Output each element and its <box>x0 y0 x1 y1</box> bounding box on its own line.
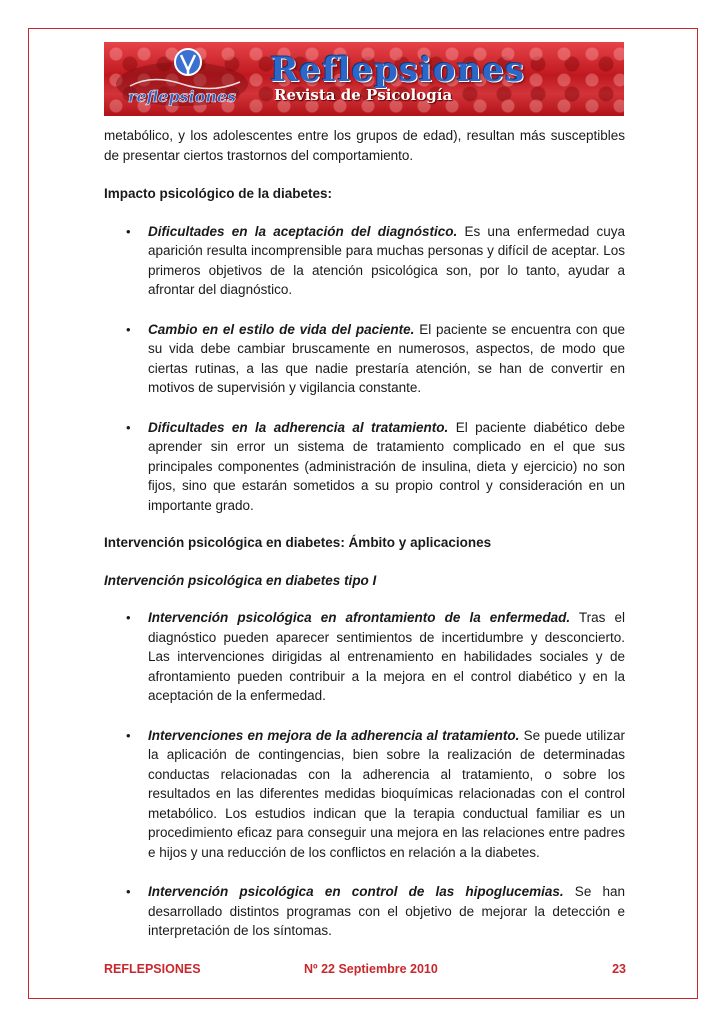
item-lead: Intervención psicológica en control de las hipoglucemias. <box>148 884 564 899</box>
bullet-icon: • <box>126 610 131 625</box>
item-lead: Intervenciones en mejora de la adherencia al tratamiento. <box>148 727 520 743</box>
bullet-icon: • <box>126 884 131 899</box>
item-lead: Intervención psicológica en afrontamiento de la enfermedad. <box>148 610 571 625</box>
list-item <box>104 882 625 941</box>
list-item <box>104 418 625 516</box>
list-item <box>104 320 625 398</box>
footer-journal: REFLEPSIONES <box>104 962 201 976</box>
item-text: Se han desarrollado distintos programas con el objetivo de mejorar la detección e interpretación de los síntomas. <box>148 884 625 938</box>
section-heading-tipo-i: Intervención psicológica en diabetes tipo I <box>104 572 377 588</box>
list-item <box>104 726 625 863</box>
section-heading-impacto: Impacto psicológico de la diabetes: <box>104 186 333 201</box>
list-item <box>104 222 625 300</box>
item-text: El paciente se encuentra con que su vida debe cambiar bruscamente en numerosos, aspectos, de modo que ciertas rutinas, a las que nadie prestaría atención, se han de convertir en motivos de supervisión y vigilancia constante. <box>148 321 625 395</box>
intro-paragraph: metabólico, y los adolescentes entre los grupos de edad), resultan más susceptibles de presentar ciertos trastornos del comportamiento. <box>104 128 625 163</box>
banner-title: Reflepsiones <box>270 50 526 90</box>
page-footer <box>104 962 626 982</box>
item-lead: Cambio en el estilo de vida del paciente. <box>148 321 415 337</box>
item-lead: Dificultades en la aceptación del diagnóstico. <box>148 223 458 239</box>
bullet-icon: • <box>126 321 131 337</box>
item-lead: Dificultades en la adherencia al tratamiento. <box>148 419 449 435</box>
item-text: Es una enfermedad cuya aparición resulta incomprensible para muchas personas y difícil de aceptar. Los primeros objetivos de la atención psicológica son, por lo tanto, ayudar a afrontar del diagnóstico. <box>148 223 625 297</box>
header-banner <box>104 42 624 116</box>
bullet-icon: • <box>126 727 131 743</box>
svg-text:reflepsiones: reflepsiones <box>127 87 237 106</box>
banner-subtitle: Revista de Psicología <box>274 86 453 104</box>
list-item <box>104 608 625 706</box>
footer-page-number: 23 <box>612 962 626 976</box>
item-text: Se puede utilizar la aplicación de contingencias, bien sobre la realización de determinadas conductas relacionadas con la adherencia al tratamiento, o sobre los resultados en las diferentes medidas bioquímicas relacionadas con el control metabólico. Los estudios indican que la terapia conductual familiar es un procedimiento eficaz para conseguir una mejora en las relaciones entre padres e hijos y una reducción de los conflictos en relación a la diabetes. <box>148 727 625 860</box>
item-text: Tras el diagnóstico pueden aparecer sentimientos de incertidumbre y desconcierto. Las intervenciones dirigidas al entrenamiento en habilidades sociales y de afrontamiento pueden contribuir a la mejora en el control diabético y en la aceptación de la enfermedad. <box>148 610 626 703</box>
reflepsiones-logo <box>112 46 252 112</box>
article-body <box>104 126 625 941</box>
item-text: El paciente diabético debe aprender sin error un sistema de tratamiento complicado en el que sus principales componentes (administración de insulina, dieta y ejercicio) no son fijos, sino que estarán sometidos a su propio control y consideración en un importante grado. <box>148 419 626 513</box>
bullet-icon: • <box>126 419 131 435</box>
bullet-icon: • <box>126 223 131 239</box>
footer-issue: Nº 22 Septiembre 2010 <box>304 962 438 976</box>
section-heading-intervencion: Intervención psicológica en diabetes: Ámbito y aplicaciones <box>104 535 492 550</box>
